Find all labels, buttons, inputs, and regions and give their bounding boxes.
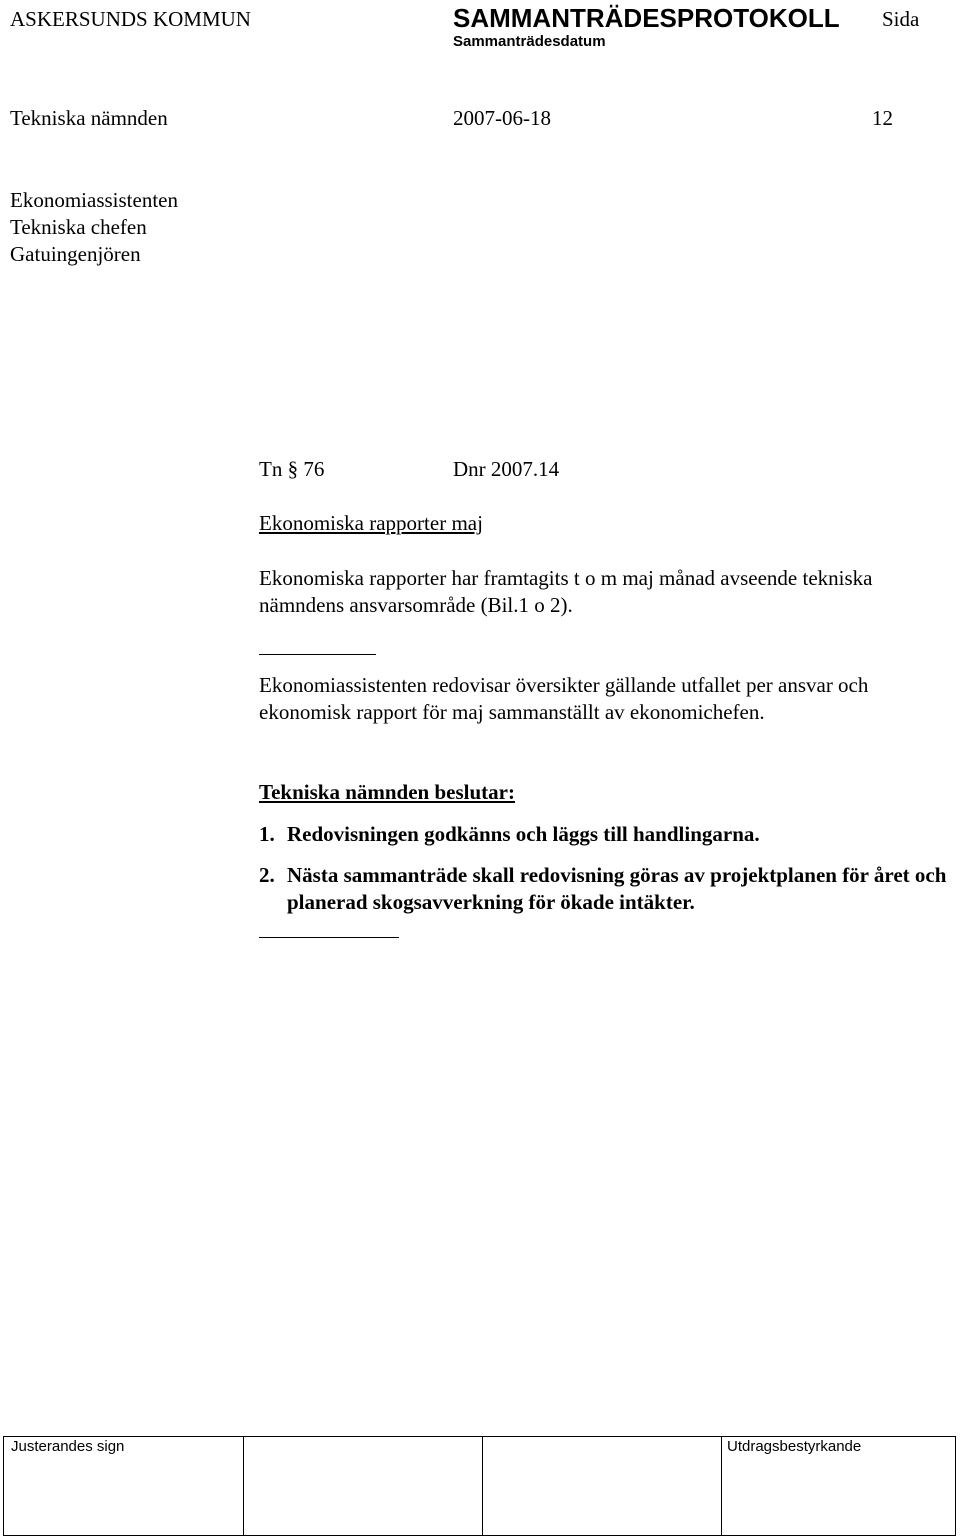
case-paragraph-overview: Ekonomiassistenten redovisar översikter gällande utfallet per ansvar och ekonomisk rapport för maj sammanställt av ekonomichefen. bbox=[259, 673, 869, 724]
recipient-item: Tekniska chefen bbox=[10, 215, 147, 239]
case-number: Tn § 76 bbox=[259, 457, 325, 481]
recipient-item: Gatuingenjören bbox=[10, 242, 141, 266]
recipient-item: Ekonomiassistenten bbox=[10, 188, 178, 212]
decision-heading bbox=[259, 780, 515, 805]
committee-name: Tekniska nämnden bbox=[10, 106, 168, 130]
meeting-date-label: Sammanträdesdatum bbox=[453, 33, 606, 50]
document-type-title: SAMMANTRÄDESPROTOKOLL bbox=[453, 3, 840, 33]
adjuster-sign-label: Justerandes sign bbox=[11, 1438, 125, 1455]
case-title: Ekonomiska rapporter maj bbox=[259, 511, 483, 535]
signature-cell bbox=[482, 1437, 722, 1535]
decision-item-text: Redovisningen godkänns och läggs till handlingarna. bbox=[287, 822, 760, 846]
decision-item-number: 2. bbox=[259, 863, 275, 887]
meeting-date: 2007-06-18 bbox=[453, 106, 551, 130]
separator-line bbox=[259, 937, 399, 938]
signature-cell bbox=[243, 1437, 483, 1535]
separator-line bbox=[259, 654, 376, 655]
page-number: 12 bbox=[872, 106, 893, 130]
case-paragraph-report: Ekonomiska rapporter har framtagits t o m maj månad avseende tekniska nämndens ansvarsområde (Bil.1 o 2). bbox=[259, 566, 873, 617]
signature-table bbox=[3, 1436, 956, 1536]
page-label: Sida bbox=[882, 7, 920, 31]
case-dnr: Dnr 2007.14 bbox=[453, 457, 560, 481]
decision-item-text: Nästa sammanträde skall redovisning göras av projektplanen för året och planerad skogsavverkning för ökade intäkter. bbox=[287, 863, 947, 914]
decision-heading-text: Tekniska nämnden beslutar: bbox=[259, 780, 515, 804]
decision-item-number: 1. bbox=[259, 822, 275, 846]
recipients-list bbox=[10, 187, 178, 268]
municipality-name: ASKERSUNDS KOMMUN bbox=[10, 7, 251, 31]
extract-certification-label: Utdragsbestyrkande bbox=[727, 1438, 862, 1455]
